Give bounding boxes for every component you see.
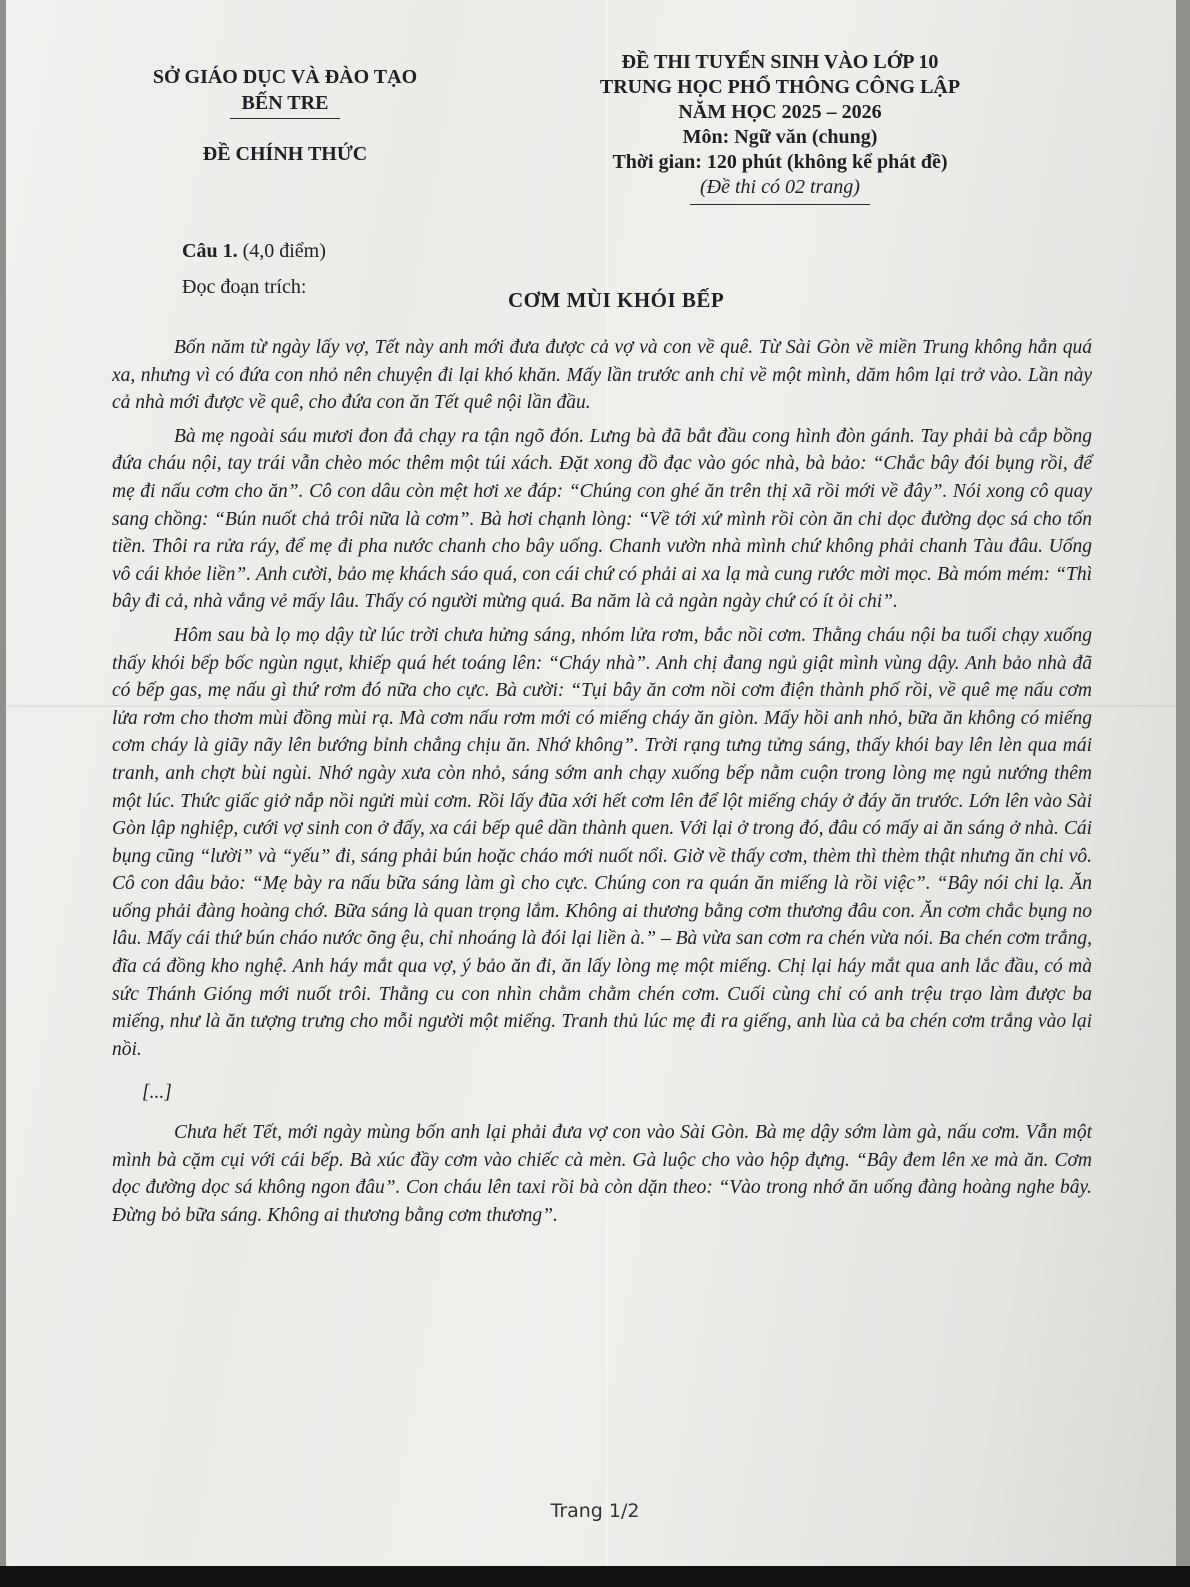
question-label: Câu 1. [182,240,238,262]
page-number: Trang 1/2 [550,1500,640,1522]
passage-paragraph-3: Hôm sau bà lọ mọ dậy từ lúc trời chưa hửng sáng, nhóm lửa rơm, bắc nồi cơm. Thằng cháu nội ba tuổi chạy xuống thấy khói bếp bốc ngùn ngụt, khiếp quá hét toáng lên: “Cháy nhà”. Anh chị đang ngủ giật mình vùng dậy. Anh bảo nhà đã có bếp gas, mẹ nấu gì thứ rơm đó nữa cho cực. Bà cười: “Tụi bây ăn cơm nồi cơm điện thành phố rồi, về quê mẹ nấu cơm lửa rơm cho thơm mùi đồng mùi rạ. Mà cơm nấu rơm mới có miếng cháy ăn giòn. Mấy hồi anh nhỏ, bữa ăn không có miếng cơm cháy là giãy nãy lên bướng bỉnh chẳng chịu ăn. Nhớ không”. Trời rạng tưng tửng sáng, thấy khói bay lên lèn qua mái tranh, anh chợt bùi ngùi. Nhớ ngày xưa còn nhỏ, sáng sớm anh chạy xuống bếp nằm cuộn trong lòng mẹ ngủ nướng thêm một lúc. Thức giấc giở nắp nồi ngửi mùi cơm. Rồi lấy đũa xới hết cơm lên để lột miếng cháy ở đáy ăn trước. Lớn lên vào Sài Gòn lập nghiệp, cưới vợ sinh con ở đấy, xa cái bếp quê dần thành quen. Với lại ở trong đó, đâu có mấy ai ăn sáng ở nhà. Cái bụng cũng “lười” và “yếu” đi, sáng phải bún hoặc cháo mới nuốt nổi. Giờ về thấy cơm, thèm thì thèm thật nhưng ăn chi vô. Cô con dâu bảo: “Mẹ bày ra nấu bữa sáng làm gì cho cực. Chúng con ra quán ăn miếng là rồi việc”. “Bây nói chi lạ. Ăn uống phải đàng hoàng chớ. Bữa sáng là quan trọng lắm. Không ai thương bằng cơm thương đâu con. Ăn cơm chắc bụng no lâu. Mấy cái thứ bún cháo nước õng ệu, chỉ nhoáng là đói lại liền à.” – Bà vừa san cơm ra chén vừa nói. Ba chén cơm trắng, đĩa cá đồng kho nghệ. Anh háy mắt qua vợ, ý bảo ăn đi, ăn lấy lòng mẹ một miếng. Chị lại háy mắt qua anh lắc đầu, có mà sức Thánh Gióng mới nuốt trôi. Thằng cu con nhìn chằm chằm chén cơm. Cuối cùng chỉ có anh trệu trạo làm được ba miếng, như là ăn tượng trưng cho mỗi người một miếng. Tranh thủ lúc mẹ đi ra giếng, anh lùa cả ba chén cơm trắng vào lại nồi. [112,624,1092,1060]
passage-ellipsis: [...] [142,1082,172,1104]
exam-time: Thời gian: 120 phút (không kể phát đề) [612,151,948,173]
story-passage [112,334,1092,1235]
exam-title: ĐỀ THI TUYỂN SINH VÀO LỚP 10 [621,51,939,73]
passage-paragraph-2: Bà mẹ ngoài sáu mươi đon đả chạy ra tận ngõ đón. Lưng bà đã bắt đầu cong hình đòn gánh. Tay phải bà cắp bồng đứa cháu nội, tay trái vẫn chèo móc thêm một túi xách. Đặt xong đồ đạc vào góc nhà, bà bảo: “Chắc bây đói bụng rồi, để mẹ đi nấu cơm cho ăn”. Cô con dâu còn mệt hơi xe đáp: “Chúng con ghé ăn trên thị xã rồi mới về đây”. Nói xong cô quay sang chồng: “Bún nuốt chả trôi nữa là cơm”. Bà hơi chạnh lòng: “Về tới xứ mình rồi còn ăn chi dọc đường dọc sá cho tốn tiền. Thôi ra rửa ráy, để mẹ đi pha nước chanh cho bây uống. Chanh vườn nhà mình chứ không phải chanh Tàu đâu. Uống vô cái khỏe liền”. Anh cười, bảo mẹ khách sáo quá, con cái chứ có phải ai xa lạ mà cung rước mời mọc. Bà móm mém: “Thì bây đi cả, nhà vắng vẻ mấy lâu. Thấy có người mừng quá. Ba năm là cả ngàn ngày chứ có ít ỏi chi”. [112,425,1092,613]
official-label: ĐỀ CHÍNH THỨC [202,143,368,165]
question-heading [182,240,326,263]
pages-note: (Đề thi có 02 trang) [700,176,860,198]
passage-closing-paragraph: Chưa hết Tết, mới ngày mùng bốn anh lại phải đưa vợ con vào Sài Gòn. Bà mẹ dậy sớm làm gà, nấu cơm. Vẫn một mình bà cặm cụi với cái bếp. Bà xúc đầy cơm vào chiếc cà mèn. Gà luộc cho vào hộp đựng. “Bây đem lên xe mà ăn. Cơm dọc đường dọc sá không ngon đâu”. Con cháu lên taxi rồi bà còn dặn theo: “Vào trong nhớ ăn uống đàng hoàng nghe bây. Đừng bỏ bữa sáng. Không ai thương bằng cơm thương”. [112,1122,1092,1226]
school-type: TRUNG HỌC PHỔ THÔNG CÔNG LẬP [599,76,961,98]
header-left [120,64,450,167]
question-points: (4,0 điểm) [237,240,326,262]
header-right [545,50,1015,205]
exam-subject: Môn: Ngữ văn (chung) [682,126,878,148]
province-name: BẾN TRE [241,92,329,114]
passage-paragraph-1: Bốn năm từ ngày lấy vợ, Tết này anh mới đưa được cả vợ và con về quê. Từ Sài Gòn về miền Trung không hẳn quá xa, nhưng vì có đứa con nhỏ nên chuyện đi lại khó khăn. Mấy lần trước anh chỉ về một mình, dăm hôm lại trở vào. Lần này cả nhà mới được về quê, cho đứa con ăn Tết quê nội lần đầu. [112,337,1092,414]
school-year: NĂM HỌC 2025 – 2026 [678,101,882,123]
province-underline [230,118,340,119]
story-title: CƠM MÙI KHÓI BẾP [508,288,725,312]
department-name: SỞ GIÁO DỤC VÀ ĐÀO TẠO [152,66,418,88]
read-instruction: Đọc đoạn trích: [182,276,307,298]
header-underline [690,204,870,205]
photo-bottom-edge [0,1566,1190,1587]
